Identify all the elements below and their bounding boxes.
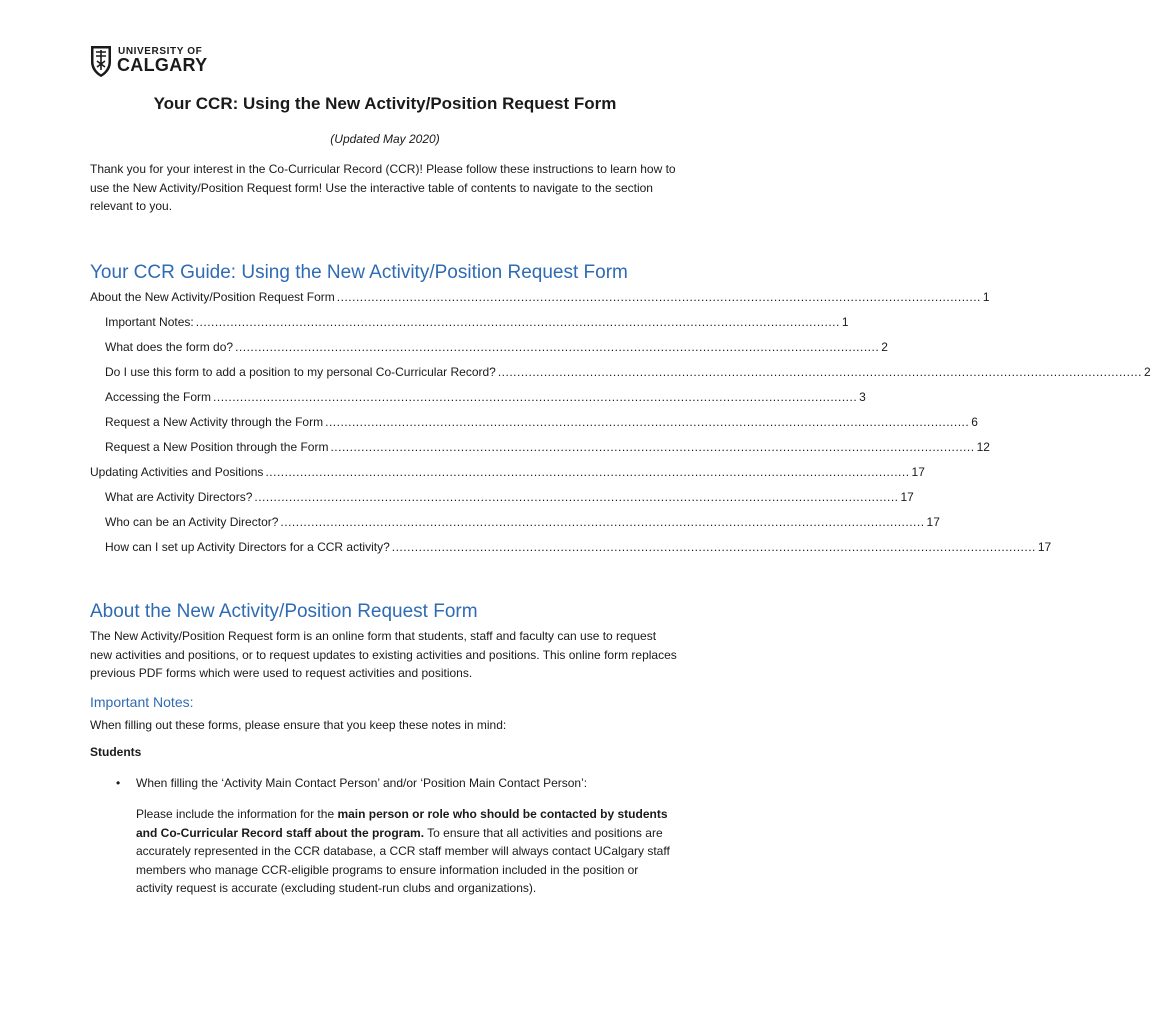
toc-item-personal-record[interactable] [105,365,1151,381]
toc-item-form-purpose[interactable] [105,340,888,356]
toc-label: How can I set up Activity Directors for a CCR activity? [105,540,390,554]
toc-page: 12 [976,440,990,454]
toc-item-about[interactable] [90,290,990,306]
toc-leader: ........................................................................................................................................................................ [213,390,858,404]
toc-item-important-notes[interactable] [105,315,849,331]
toc-label: Request a New Activity through the Form [105,415,324,429]
toc-label: About the New Activity/Position Request Form [90,290,335,304]
toc-label: Updating Activities and Positions [90,465,264,479]
about-paragraph: The New Activity/Position Request form is an online form that students, staff and faculty can use to request new activities and positions, or to request updates to existing activities and positions. This online form replaces previous PDF forms which were used to request activities and positions. [90,629,677,680]
logo-text-university: UNIVERSITY OF [118,46,203,57]
toc-label: Who can be an Activity Director? [105,515,279,529]
toc-page: 17 [1037,540,1052,554]
toc-leader: ........................................................................................................................................................................ [235,340,880,354]
toc-leader: ........................................................................................................................................................................ [195,315,840,329]
bullet-icon: • [116,776,121,790]
toc-leader: ........................................................................................................................................................................ [391,540,1036,554]
toc-label: What does the form do? [105,340,234,354]
note-text: Please include the information for the [136,807,338,821]
toc-item-accessing-form[interactable] [105,390,866,406]
university-logo [90,44,210,80]
toc-item-setup-directors[interactable] [105,540,1052,556]
students-label: Students [90,745,142,759]
toc-page: 6 [971,415,978,429]
notes-intro: When filling out these forms, please ensure that you keep these notes in mind: [90,718,507,732]
logo-text-calgary: CALGARY [117,55,208,75]
contact-note-paragraph [136,805,676,898]
toc-label: Request a New Position through the Form [105,440,329,454]
toc-item-updating[interactable] [90,465,925,481]
crest-icon [90,44,112,78]
toc-page: 3 [859,390,866,404]
toc-label: Important Notes: [105,315,194,329]
toc-page: 1 [841,315,849,329]
toc-leader: ........................................................................................................................................................................ [330,440,975,454]
toc-page: 17 [911,465,925,479]
guide-heading: Your CCR Guide: Using the New Activity/Position Request Form [90,262,628,283]
toc-leader: ........................................................................................................................................................................ [497,365,1142,379]
bullet-item: When filling the ‘Activity Main Contact Person’ and/or ‘Position Main Contact Person’: [136,776,588,790]
toc-item-new-position[interactable] [105,440,990,456]
note-text: To ensure that all activities and positions are accurately represented in the CCR database, a CCR staff member will always contact UCalgary staff members who manage CCR-eligible programs to ensure information included in the position or activity request is accurate (excluding student-run clubs and organizations). [136,825,670,895]
toc-label: Do I use this form to add a position to my personal Co-Curricular Record? [105,365,496,379]
toc-leader: ........................................................................................................................................................................ [280,515,925,529]
about-heading: About the New Activity/Position Request Form [90,601,478,622]
toc-leader: ........................................................................................................................................................................ [265,465,910,479]
toc-page: 17 [926,515,940,529]
updated-date: (Updated May 2020) [330,132,440,146]
toc-leader: ........................................................................................................................................................................ [336,290,981,304]
toc-page: 1 [982,290,990,304]
important-notes-heading: Important Notes: [90,694,194,710]
toc-item-who-director[interactable] [105,515,940,531]
note-bold-text: main person or role who should be contacted by students and Co-Curricular Record staff about the program. [136,807,668,840]
toc-leader: ........................................................................................................................................................................ [325,415,970,429]
toc-label: What are Activity Directors? [105,490,253,504]
toc-page: 2 [1143,365,1151,379]
toc-leader: ........................................................................................................................................................................ [254,490,899,504]
toc-label: Accessing the Form [105,390,212,404]
toc-item-new-activity[interactable] [105,415,978,431]
document-title: Your CCR: Using the New Activity/Position Request Form [153,94,617,113]
toc-page: 2 [881,340,888,354]
toc-page: 17 [900,490,914,504]
toc-item-activity-directors[interactable] [105,490,914,506]
intro-paragraph: Thank you for your interest in the Co-Curricular Record (CCR)! Please follow these instructions to learn how to use the New Activity/Position Request form! Use the interactive table of contents to navigate to the section relevant to you. [90,162,676,213]
